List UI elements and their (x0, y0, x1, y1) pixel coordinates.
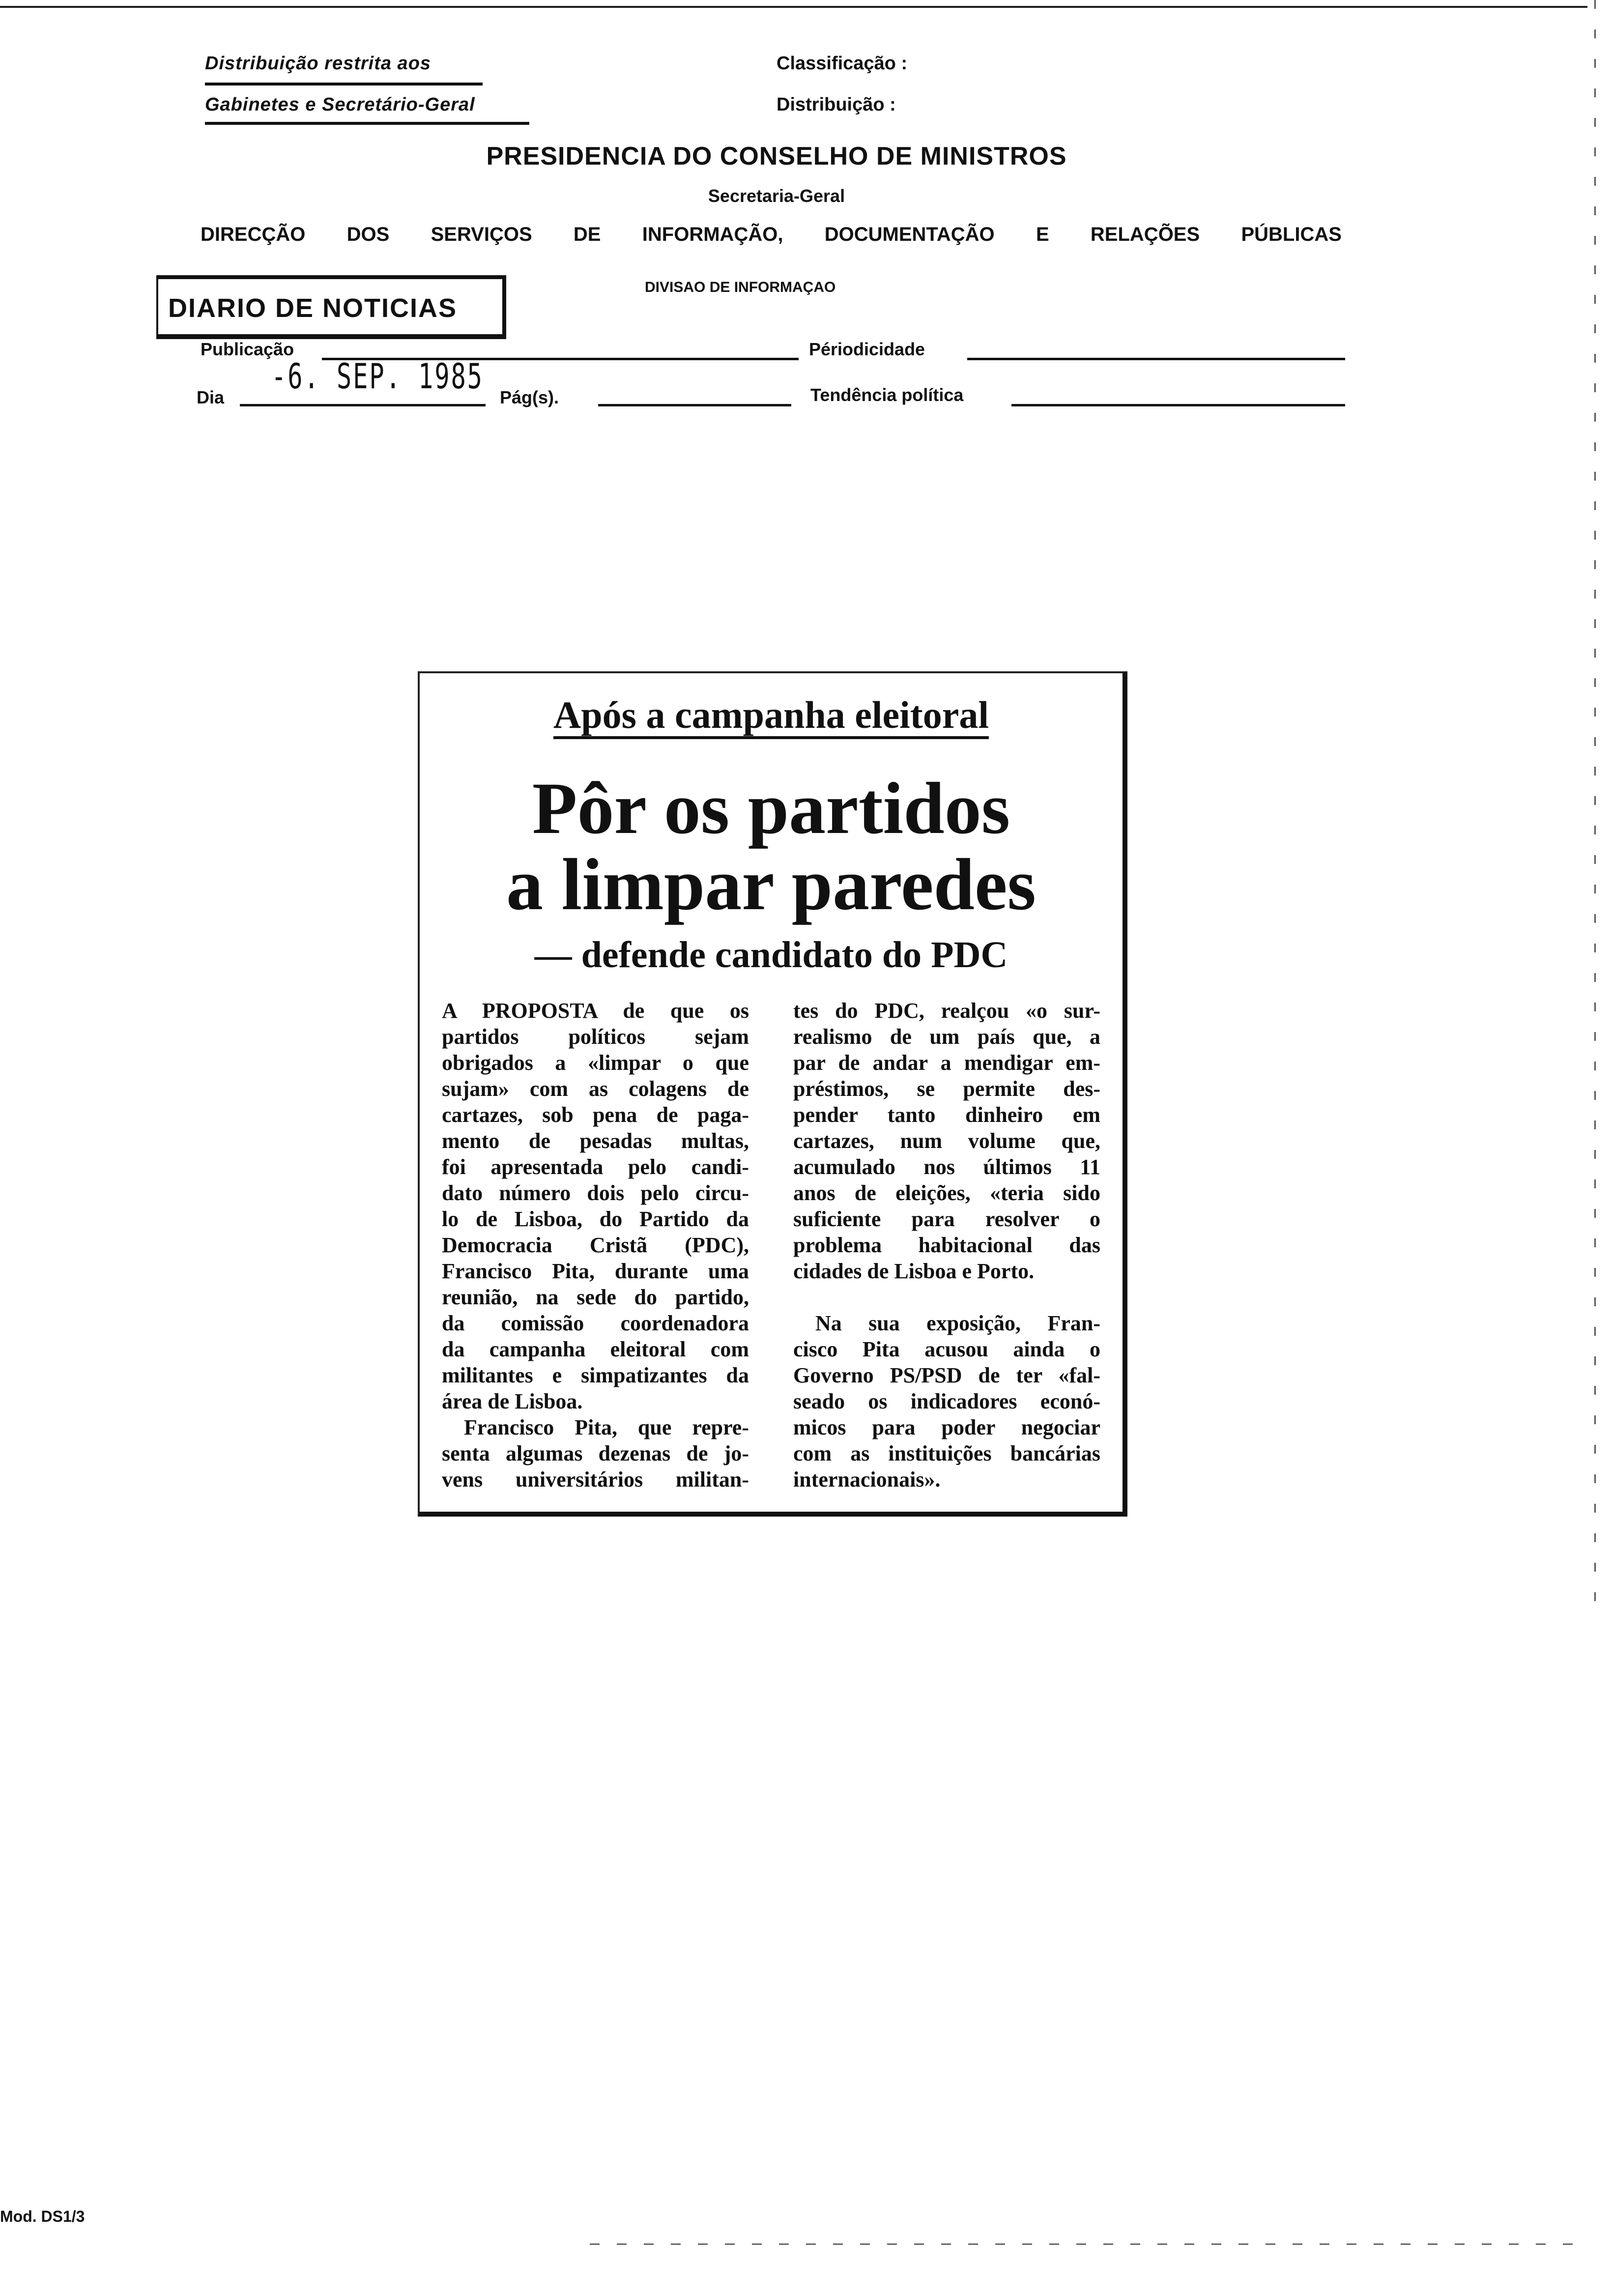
page-subtitle: Secretaria-Geral (708, 186, 845, 206)
article-text-line: da comissão coordenadora (442, 1311, 749, 1335)
direccao-word: DOCUMENTAÇÃO (824, 224, 995, 245)
classificacao-label: Classificação : (777, 53, 908, 74)
top-rule (0, 6, 1587, 8)
headline-line1: Pôr os partidos (532, 768, 1010, 849)
direccao-word: DOS (346, 224, 390, 245)
article-text-line: vens universitários militan- (442, 1467, 749, 1492)
article-text-line: partidos políticos sejam (442, 1025, 749, 1049)
article-text-line: obrigados a «limpar o que (442, 1051, 749, 1075)
article-text-line: foi apresentada pelo candi- (442, 1155, 749, 1179)
tendencia-field (1011, 404, 1345, 406)
article-text-line: Na sua exposição, Fran- (815, 1311, 1100, 1335)
article-text-line: préstimos, se permite des- (793, 1077, 1100, 1101)
bottom-marks (590, 2243, 1573, 2245)
periodicidade-label: Périodicidade (809, 339, 925, 359)
page-title: PRESIDENCIA DO CONSELHO DE MINISTROS (486, 142, 1067, 171)
headline-line2: a limpar paredes (506, 844, 1036, 925)
article-text-line: com as instituições bancárias (793, 1441, 1100, 1465)
article-text-line: Democracia Cristã (PDC), (442, 1233, 749, 1257)
direccao-word: SERVIÇOS (431, 224, 532, 245)
article-text-line: Governo PS/PSD de ter «fal- (793, 1363, 1100, 1387)
pags-field (598, 404, 791, 406)
publication-stamp-text: DIARIO DE NOTICIAS (168, 293, 458, 323)
article-text-line: tes do PDC, realçou «o sur- (793, 999, 1100, 1023)
newspaper-clipping (418, 671, 1127, 1517)
article-text-line: cartazes, sob pena de paga- (442, 1103, 749, 1127)
article-text-line: Francisco Pita, durante uma (442, 1259, 749, 1283)
article-text-line: suficiente para resolver o (793, 1207, 1100, 1231)
distribution-restriction-line1: Distribuição restrita aos (205, 53, 432, 74)
periodicidade-field (967, 358, 1345, 360)
article-text-line: militantes e simpatizantes da (442, 1363, 749, 1387)
underline (205, 83, 483, 86)
divisao-label: DIVISAO DE INFORMAÇAO (645, 279, 836, 295)
tendencia-label: Tendência política (810, 385, 964, 405)
article-text-line: micos para poder negociar (793, 1415, 1100, 1439)
article-column-1 (442, 998, 749, 1492)
article-kicker-text: Após a campanha eleitoral (553, 693, 989, 739)
article-text-line: par de andar a mendigar em- (793, 1051, 1100, 1075)
direccao-heading (201, 224, 1342, 246)
dia-field (240, 404, 486, 406)
underline (205, 122, 529, 125)
article-text-line: Francisco Pita, que repre- (464, 1415, 749, 1439)
article-text-line: problema habitacional das (793, 1233, 1100, 1257)
article-text-line: mento de pesadas multas, (442, 1129, 749, 1153)
direccao-word: E (1036, 224, 1049, 245)
article-dek: — defende candidato do PDC (534, 934, 1008, 976)
date-stamp: -6. SEP. 1985 (271, 356, 484, 397)
article-text-line: lo de Lisboa, do Partido da (442, 1207, 749, 1231)
article-text-line: cidades de Lisboa e Porto. (793, 1259, 1035, 1283)
article-text-line: seado os indicadores econó- (793, 1389, 1100, 1413)
direccao-word: PÚBLICAS (1241, 224, 1342, 245)
dia-label: Dia (197, 387, 225, 407)
article-text-line: A PROPOSTA de que os (442, 999, 749, 1023)
article-column-2 (793, 998, 1100, 1492)
article-kicker (420, 693, 1123, 737)
direccao-word: RELAÇÕES (1090, 224, 1200, 245)
direccao-word: DE (573, 224, 601, 245)
article-text-line: realismo de um país que, a (793, 1025, 1100, 1049)
margin-marks (1594, 0, 1596, 1622)
article-text-line: cisco Pita acusou ainda o (793, 1337, 1100, 1361)
article-text-line: dato número dois pelo circu- (442, 1181, 749, 1205)
publicacao-label: Publicação (201, 339, 294, 359)
article-text-line: reunião, na sede do partido, (442, 1285, 749, 1309)
pags-label: Pág(s). (500, 387, 559, 407)
form-code: Mod. DS1/3 (0, 2208, 85, 2225)
article-text-line: área de Lisboa. (442, 1389, 583, 1413)
distribuicao-label: Distribuição : (777, 94, 896, 115)
direccao-word: INFORMAÇÃO, (642, 224, 783, 245)
distribution-restriction-line2: Gabinetes e Secretário-Geral (205, 94, 475, 115)
article-text-line: sujam» com as colagens de (442, 1077, 749, 1101)
article-text-line: pender tanto dinheiro em (793, 1103, 1100, 1127)
article-text-line: anos de eleições, «teria sido (793, 1181, 1100, 1205)
article-text-line: senta algumas dezenas de jo- (442, 1441, 749, 1465)
article-text-line: cartazes, num volume que, (793, 1129, 1100, 1153)
article-text-line: da campanha eleitoral com (442, 1337, 749, 1361)
publication-stamp (156, 275, 506, 339)
article-text-line: internacionais». (793, 1467, 941, 1492)
article-text-line: acumulado nos últimos 11 (793, 1155, 1100, 1179)
direccao-word: DIRECÇÃO (201, 224, 306, 245)
